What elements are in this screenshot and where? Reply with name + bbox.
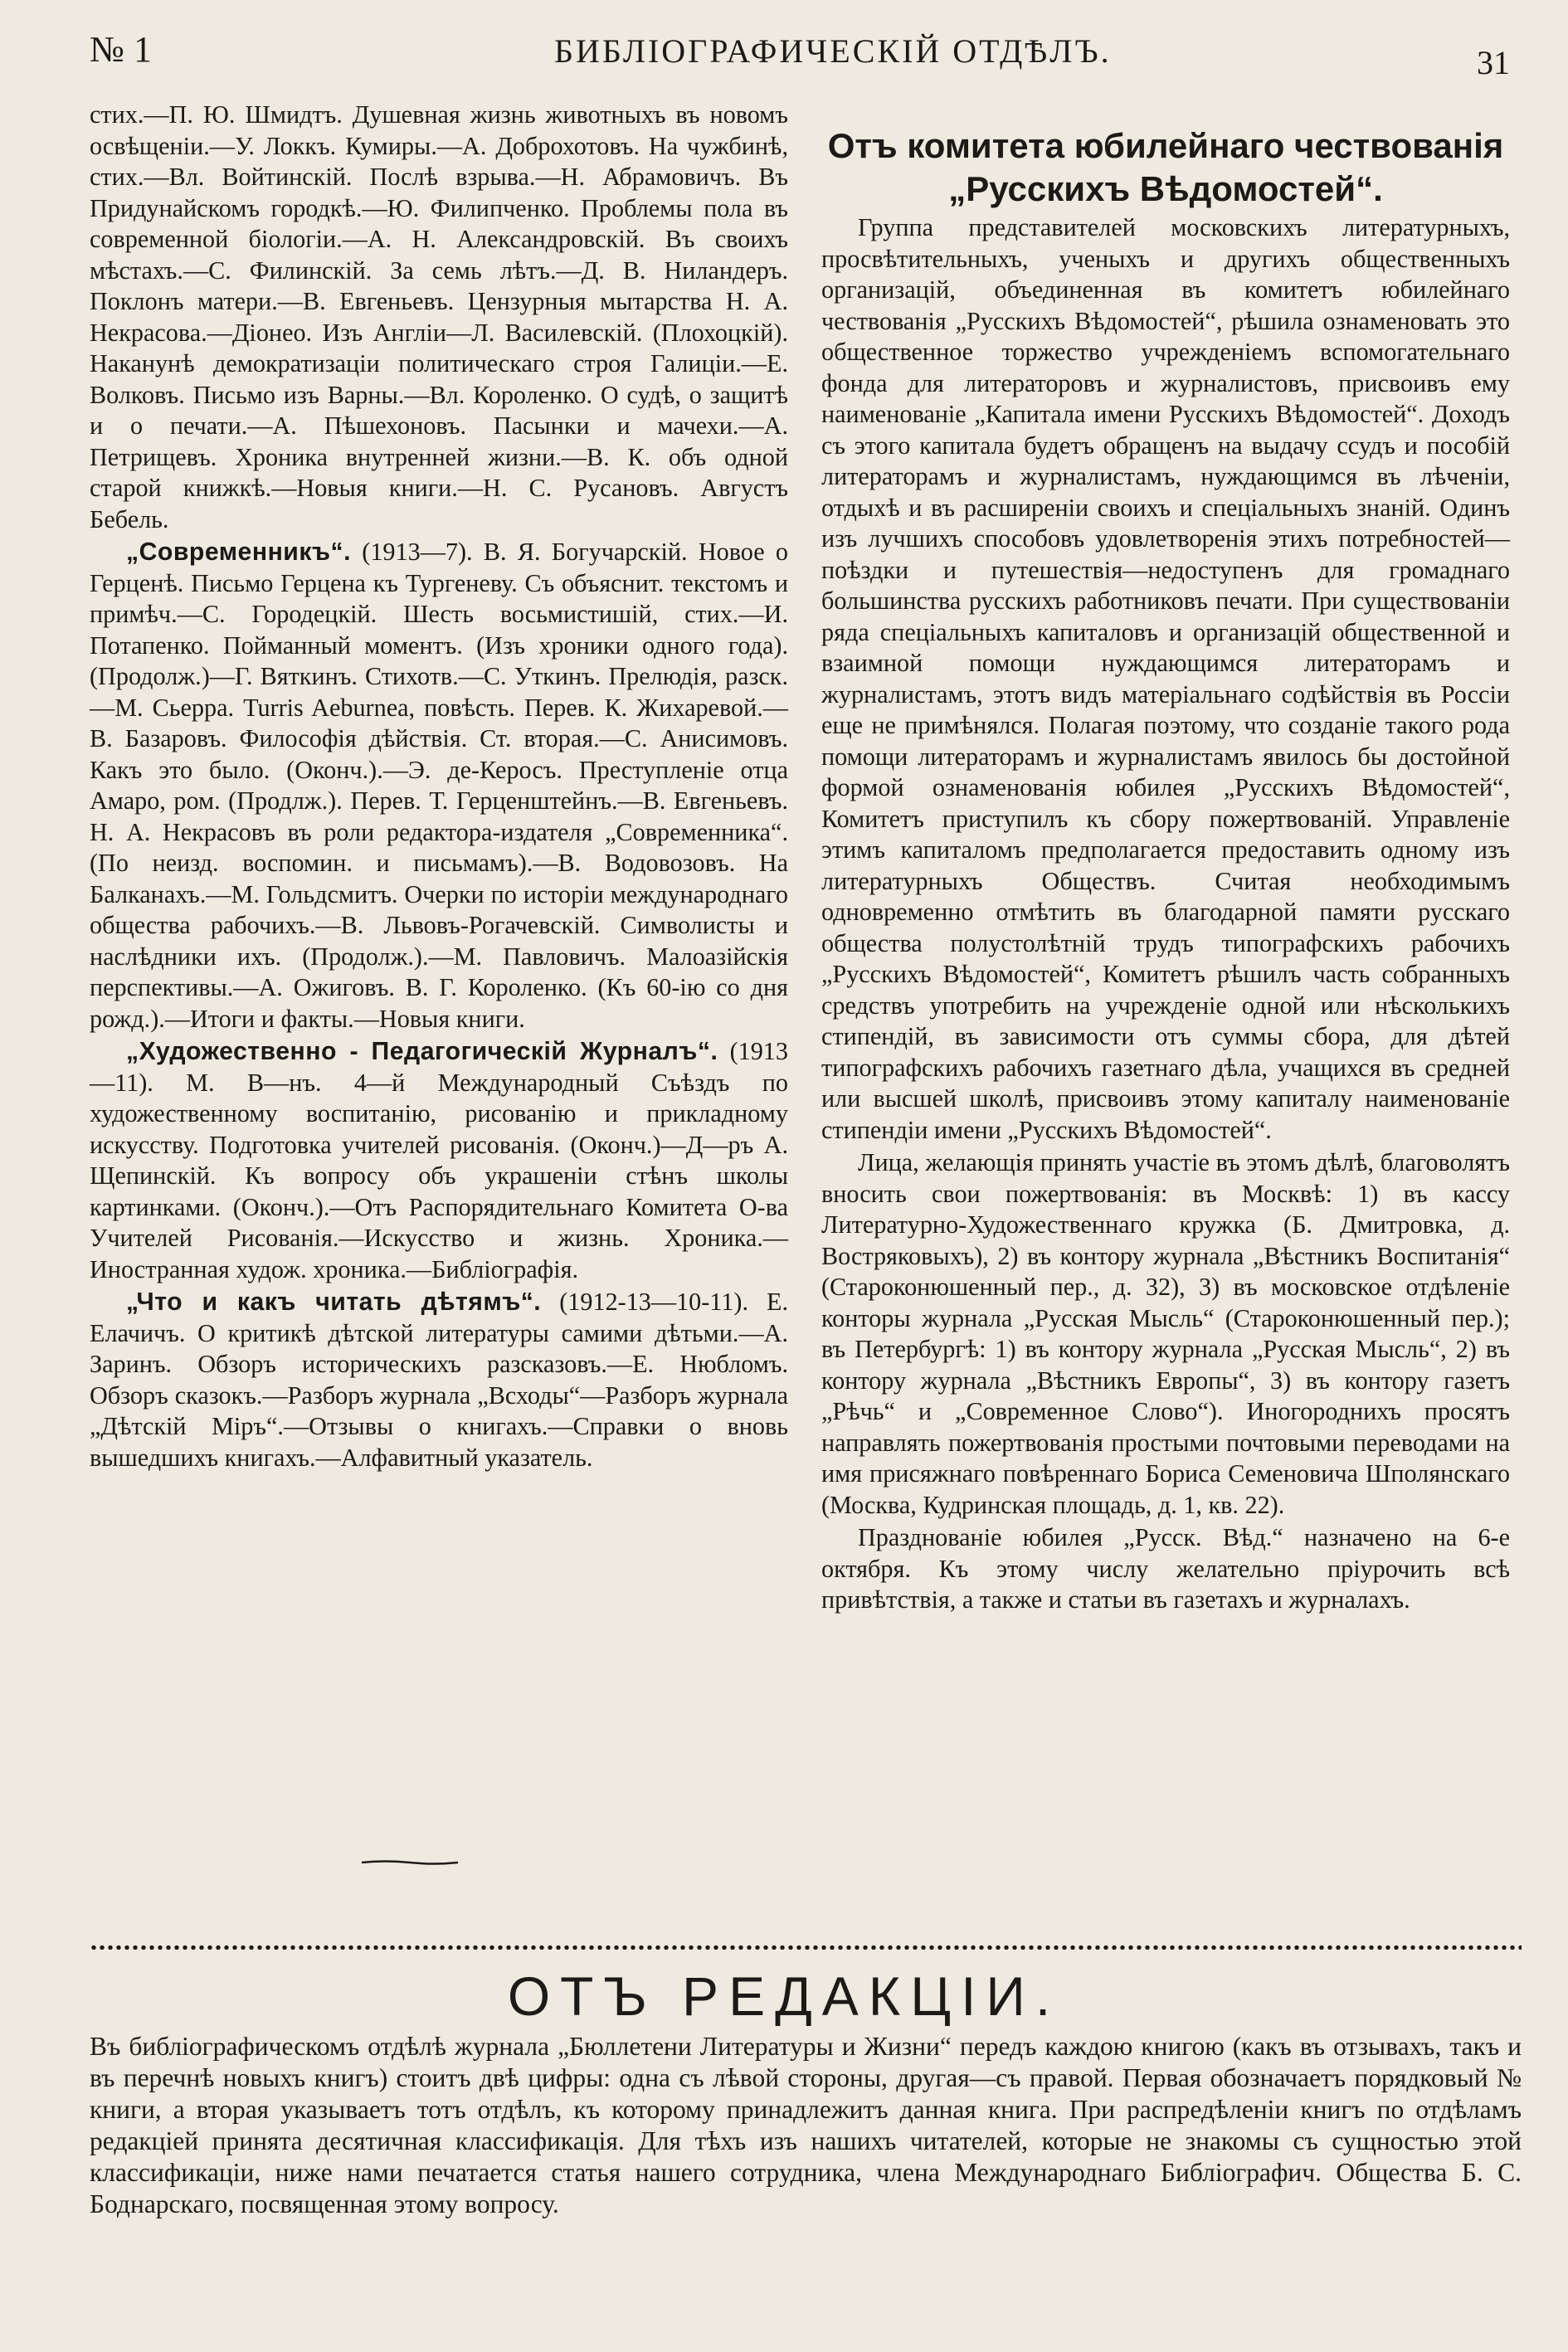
dotted-divider [90,1944,1522,1951]
left-paragraph-1: стих.—П. Ю. Шмидтъ. Душевная жизнь животныхъ въ новомъ освѣщенiи.—У. Локкъ. Кумиры.—А. Доброхотовъ. На чужбинѣ, стих.—Вл. Войтинскiй. Послѣ взрыва.—Н. Абрамовичъ. Въ Придунайскомъ городкѣ.—Ю. Филипченко. Проблемы пола въ современной бiологiи.—А. Н. Александровскiй. Въ своихъ мѣстахъ.—С. Филинскiй. За семь лѣтъ.—Д. В. Ниландеръ. Поклонъ матери.—В. Евгеньевъ. Цензурныя мытарства Н. А. Некрасова.—Дiонео. Изъ Англiи—Л. Василевскiй. (Плохоцкiй). Наканунѣ демократизацiи политическаго строя Галицiи.—Е. Волковъ. Письмо изъ Варны.—Вл. Короленко. О судѣ, о защитѣ и о печати.—А. Пѣшехоновъ. Пасынки и мачехи.—А. Петрищевъ. Хроника внутренней жизни.—В. К. объ одной старой книжкѣ.—Новыя книги.—Н. С. Русановъ. Августъ Бебель. [90,100,788,533]
editorial-title: ОТЪ РЕДАКЦIИ. [507,1965,1061,2027]
left-paragraph-4: „Что и какъ читать дѣтямъ“. (1912-13—10-11). Е. Елачичъ. О критикѣ дѣтской литературы самими дѣтьми.—А. Заринъ. Обзоръ историческихъ разсказовъ.—Е. Нюбломъ. Обзоръ сказокъ.—Разборъ журнала „Всходы“—Разборъ журнала „Дѣтскiй Мiръ“.—Отзывы о книгахъ.—Справки о вновь вышедшихъ книгахъ.—Алфавитный указатель. [90,1288,789,1472]
left-column [90,100,788,1473]
journal-title-sovremennik: „Современникъ“. [126,538,351,566]
left-paragraph-3: „Художественно - Педагогическiй Журналъ“. (1913 —11). М. В—нъ. 4—й Международный Съѣздъ по художественному воспитанiю, рисованiю и прикладному искусству. Подготовка учителей рисованiя. (Оконч.)—Д—ръ А. Щепинскiй. Къ вопросу объ украшенiи стѣнъ школы картинками. (Оконч.).—Отъ Распорядительнаго Комитета О-ва Учителей Рисованiя.—Искусство и жизнь. Хроника.—Иностранная худож. хроника.—Библiографiя. [90,1037,788,1283]
right-column [821,124,1510,1616]
left-paragraph-2: „Современникъ“. (1913—7). В. Я. Богучарскiй. Новое о Герценѣ. Письмо Герцена къ Тургеневу. Съ объяснит. текстомъ и примѣч.—С. Городецкiй. Шесть восьмистишiй, стих.—И. Потапенко. Пойманный моментъ. (Изъ хроники одного года). (Продолж.)—Г. Вяткинъ. Стихотв.—С. Уткинъ. Прелюдiя, разск.—М. Сьерра. Turris Aeburnea, повѣсть. Перев. К. Жихаревой.—В. Базаровъ. Философiя дѣйствiя. Ст. вторая.—С. Анисимовъ. Какъ это было. (Оконч.).—Э. де-Керосъ. Преступленiе отца Амаро, ром. (Продлж.). Перев. Т. Герценштейнъ.—В. Евгеньевъ. Н. А. Некрасовъ въ роли редактора-издателя „Современника“.(По неизд. воспомин. и письмамъ).—В. Водовозовъ. На Балканахъ.—М. Гольдсмитъ. Очерки по исторiи международнаго общества рабочихъ.—В. Львовъ-Рогачевскiй. Символисты и наслѣдники ихъ. (Продолж.).—М. Павловичъ. Малоазiйскiя перспективы.—А. Ожиговъ. В. Г. Короленко. (Къ 60-iю со дня рожд.).—Итоги и факты.—Новыя книги. [90,538,788,1033]
issue-number: № 1 [90,29,152,70]
right-paragraph-1: Группа представителей московскихъ литературныхъ, просвѣтительныхъ, ученыхъ и другихъ общественныхъ организацiй, объединенная въ комитетъ юбилейнаго чествованiя „Русскихъ Вѣдомостей“, рѣшила ознаменовать это общественное торжество учрежденiемъ вспомогательнаго фонда для литераторовъ и журналистовъ, присвоивъ ему наименованiе „Капитала имени Русскихъ Вѣдомостей“. Доходъ съ этого капитала будетъ обращенъ на выдачу ссудъ и пособiй литераторамъ и журналистамъ, нуждающимся въ лѣченiи, отдыхѣ и въ расширенiи своихъ и спецiальныхъ знанiй. Одинъ изъ лучшихъ способовъ удовлетворенiя этихъ потребностей—поѣздки и путешествiя—недоступенъ для громаднаго большинства русскихъ работниковъ печати. При существованiи ряда спецiальныхъ капиталовъ и организацiй общественной и взаимной помощи нуждающимся литераторамъ и журналистамъ, этотъ видъ матерiальнаго содѣйствiя въ Россiи еще не примѣнялся. Полагая поэтому, что созданiе такого рода помощи литераторамъ и журналистамъ явилось бы достойной формой ознаменованiя юбилея „Русскихъ Вѣдомостей“, Комитетъ приступилъ къ сбору пожертвованiй. Управленiе этимъ капиталомъ предполагается предоставить одному изъ литературныхъ Обществъ. Считая необходимымъ одновременно отмѣтить въ благодарной памяти русскаго общества полустолѣтнiй трудъ типографскихъ рабочихъ „Русскихъ Вѣдомостей“, Комитетъ рѣшилъ часть собранныхъ средствъ употребить на учрежденiе одной или нѣсколькихъ стипендiй, въ зависимости отъ суммы сбора, для дѣтей типографскихъ рабочихъ газетнаго дѣла, учащихся въ средней или высшей школѣ, присвоивъ этому капиталу наименованiе стипендiи имени „Русскихъ Вѣдомостей“. [821,213,1510,1144]
ornament-flourish [360,1860,460,1865]
journal-title-chto-i-kak: „Что и какъ читать дѣтямъ“. [126,1288,542,1316]
page-number: 31 [1477,44,1510,81]
right-paragraph-3: Празднованiе юбилея „Русск. Вѣд.“ назначено на 6-е октября. Къ этому числу желательно прiурочить всѣ привѣтствiя, а также и статьи въ газетахъ и журналахъ. [821,1523,1510,1614]
journal-title-khudozh-ped: „Художественно - Педагогическiй Журналъ“. [126,1038,718,1065]
right-paragraph-2: Лица, желающiя принять участiе въ этомъ дѣлѣ, благоволятъ вносить свои пожертвованiя: въ Москвѣ: 1) въ кассу Литературно-Художественнаго кружка (Б. Дмитровка, д. Востряковыхъ), 2) въ контору журнала „Вѣстникъ Воспитанiя“ (Староконюшенный пер., д. 32), 3) въ московское отдѣленiе конторы журнала „Русская Мысль“ (Староконюшенный пер.); въ Петербургѣ: 1) въ контору журнала „Русская Мысль“, 2) въ контору журнала „Вѣстникъ Европы“, 3) въ контору газетъ „Рѣчь“ и „Современное Слово“). Иногороднихъ просятъ направлять пожертвованiя простыми почтовыми переводами на имя присяжнаго повѣреннаго Бориса Семеновича Шполянскаго (Москва, Кудринская площадь, д. 1, кв. 22). [821,1148,1510,1519]
article-title: Отъ комитета юбилейнаго чествованiя „Русскихъ Вѣдомостей“. [827,126,1504,208]
section-title: БИБЛIОГРАФИЧЕСКIЙ ОТДѢЛЪ. [554,32,1112,70]
page-header [90,25,1510,83]
editorial-text: Въ библiографическомъ отдѣлѣ журнала „Бюллетени Литературы и Жизни“ передъ каждою книгою (какъ въ отзывахъ, такъ и въ перечнѣ новыхъ книгъ) стоитъ двѣ цифры: одна съ лѣвой стороны, другая—съ правой. Первая обозначаетъ порядковый № книги, а вторая указываетъ тотъ отдѣлъ, къ которому принадлежитъ данная книга. При распредѣленiи книгъ по отдѣламъ редакцiей принята десятичная классификацiя. Для тѣхъ изъ нашихъ читателей, которые не знакомы съ сущностью этой классификацiи, ниже нами печатается статья нашего сотрудника, члена Международнаго Библiографич. Общества Б. С. Боднарскаго, посвященная этому вопросу. [90,2032,1522,2218]
